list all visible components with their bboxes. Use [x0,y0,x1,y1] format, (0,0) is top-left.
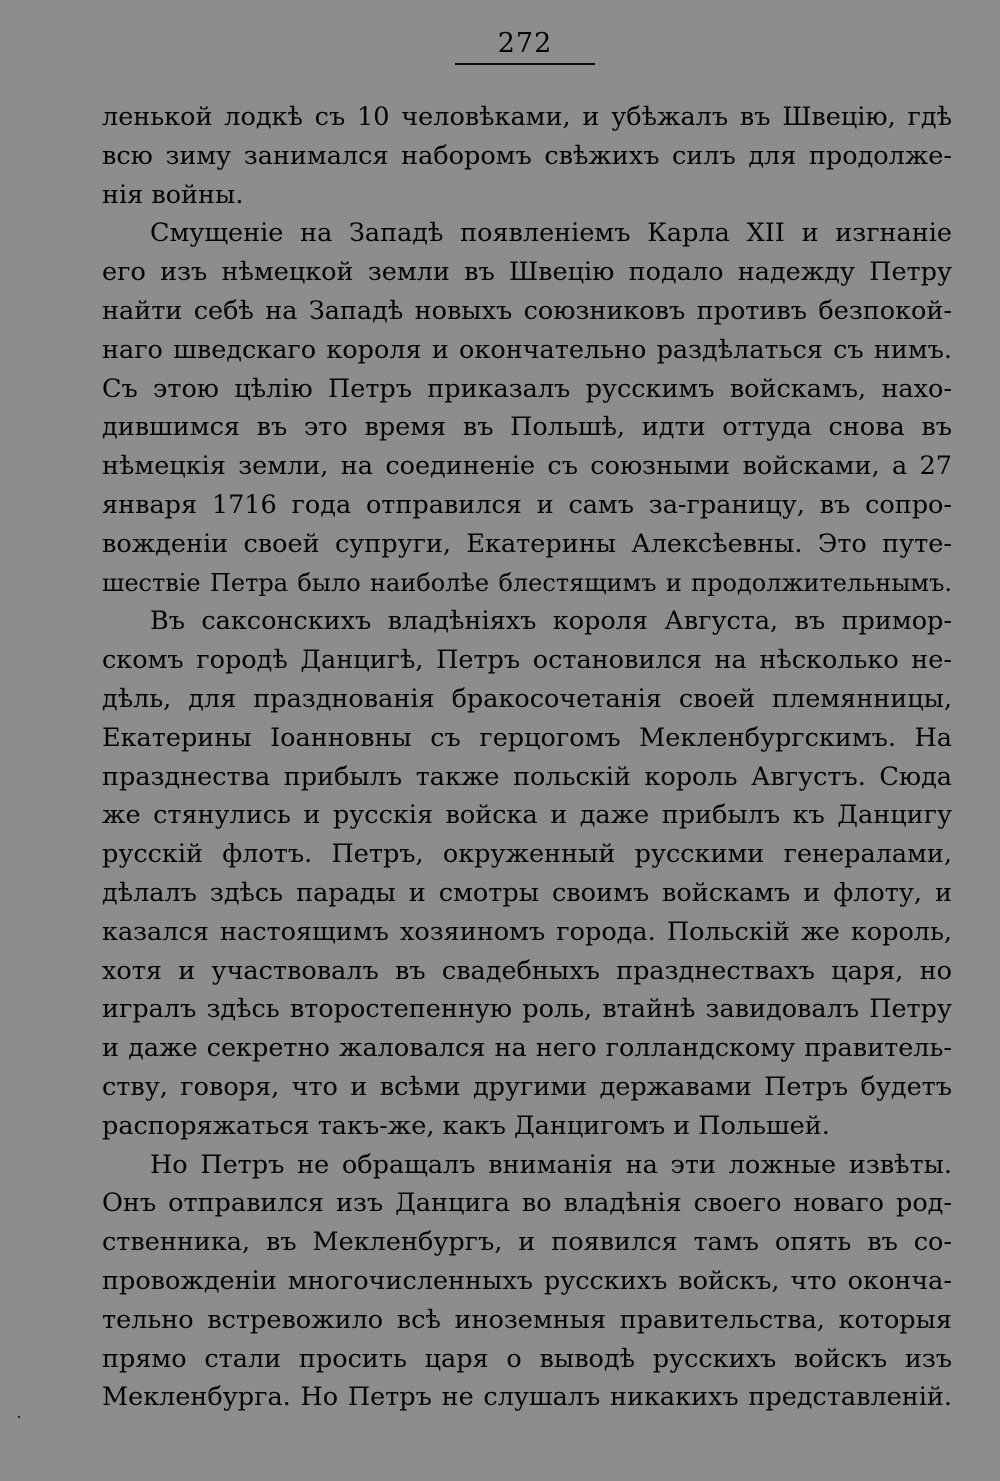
text-line: Съ этою цѣлію Петръ приказалъ русскимъ войскамъ, нахо- [102,373,952,404]
text-line: же стянулись и русскія войска и даже прибылъ къ Данцигу [102,800,952,831]
text-line: дѣль, для празднованія бракосочетанія своей племянницы, [102,683,952,714]
scan-speck [18,1416,20,1418]
text-line: тельно встревожило всѣ иноземныя правительства, которыя [102,1304,952,1335]
text-line: нія войны. [102,179,244,210]
text-line: найти себѣ на Западѣ новыхъ союзниковъ противъ безпокой- [102,295,952,326]
body-text [102,98,952,1417]
text-line: празднества прибылъ также польскій король Августъ. Сюда [102,761,952,792]
text-line: Мекленбурга. Но Петръ не слушалъ никакихъ представленій. [102,1382,952,1413]
text-line: вожденіи своей супруги, Екатерины Алексѣевны. Это путе- [102,528,952,559]
text-line: игралъ здѣсь второстепенную роль, втайнѣ завидовалъ Петру [102,994,952,1025]
text-line: распоряжаться такъ-же, какъ Данцигомъ и Польшей. [102,1110,830,1141]
text-line: русскій флотъ. Петръ, окруженный русскими генералами, [102,839,952,870]
text-line: нѣмецкія земли, на соединеніе съ союзными войсками, а 27 [102,451,952,482]
text-line: дѣлалъ здѣсь парады и смотры своимъ войскамъ и флоту, и [102,877,952,908]
text-line: и даже секретно жаловался на него голландскому правитель- [102,1033,952,1064]
text-line: казался настоящимъ хозяиномъ города. Польскій же король, [102,916,952,947]
text-line: скомъ городѣ Данцигѣ, Петръ остановился на нѣсколько не- [102,645,952,676]
text-line: прямо стали просить царя о выводѣ русскихъ войскъ изъ [102,1343,952,1374]
text-line: ленькой лодкѣ съ 10 человѣками, и убѣжалъ въ Швецію, гдѣ [102,102,952,132]
page-number: 272 [497,28,553,59]
page-header [455,28,595,60]
text-line: января 1716 года отправился и самъ за-границу, въ сопро- [102,489,952,520]
text-line: его изъ нѣмецкой земли въ Швецію подало надежду Петру [102,257,952,288]
text-line: Смущеніе на Западѣ появленіемъ Карла XII и изгнаніе [150,218,952,249]
text-line: Екатерины Іоанновны съ герцогомъ Мекленбургскимъ. На [102,722,952,753]
text-line: Онъ отправился изъ Данцига во владѣнія своего новаго род- [102,1188,952,1219]
text-line: провожденіи многочисленныхъ русскихъ войскъ, что оконча- [102,1265,952,1296]
text-line: наго шведскаго короля и окончательно раздѣлаться съ нимъ. [102,334,952,365]
text-line: шествіе Петра было наиболѣе блестящимъ и продолжительнымъ. [102,568,952,597]
text-line: Но Петръ не обращалъ вниманія на эти ложные извѣты. [150,1149,952,1180]
text-line: дившимся въ это время въ Польшѣ, идти оттуда снова въ [102,412,952,443]
text-line: ственника, въ Мекленбургъ, и появился тамъ опять въ со- [102,1227,952,1258]
text-line: ству, говоря, что и всѣми другими державами Петръ будетъ [102,1071,952,1102]
text-line: Въ саксонскихъ владѣніяхъ короля Августа, въ примор- [150,606,952,637]
header-rule [455,63,595,65]
text-line: хотя и участвовалъ въ свадебныхъ празднествахъ царя, но [102,955,952,986]
text-line: всю зиму занимался наборомъ свѣжихъ силъ для продолже- [102,140,952,171]
